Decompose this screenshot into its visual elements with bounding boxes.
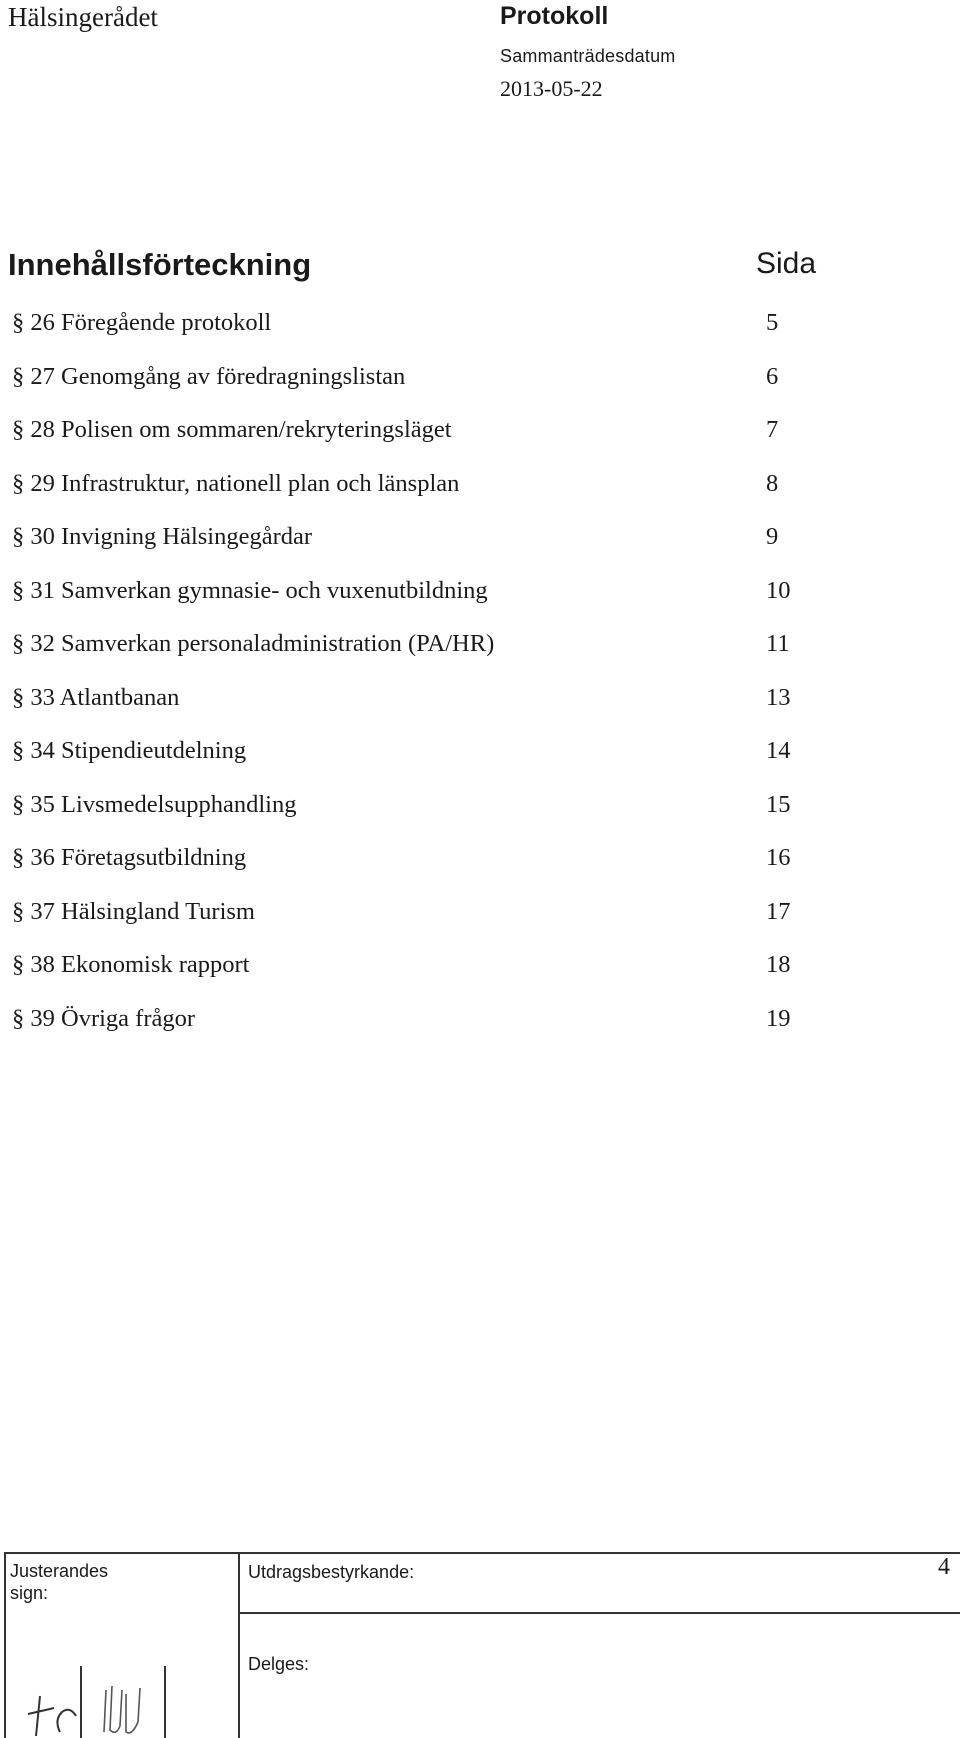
- signature-footer: [4, 1552, 960, 1738]
- toc-item-label: § 38 Ekonomisk rapport: [12, 951, 250, 978]
- toc-item: [12, 1005, 812, 1059]
- footer-divider: [4, 1552, 6, 1738]
- toc-item: [12, 898, 812, 952]
- toc-item-page: 16: [766, 844, 791, 871]
- toc-item-page: 14: [766, 737, 791, 764]
- toc-item-label: § 28 Polisen om sommaren/rekryteringsläget: [12, 416, 452, 443]
- toc-item: [12, 416, 812, 470]
- toc-item-label: § 27 Genomgång av föredragningslistan: [12, 362, 406, 390]
- toc-item-label: § 35 Livsmedelsupphandling: [12, 790, 297, 818]
- page-number: 4: [938, 1554, 950, 1580]
- toc-item-label: § 34 Stipendieutdelning: [12, 737, 247, 764]
- toc-item-label: § 26 Föregående protokoll: [12, 309, 272, 336]
- toc-item-label: § 29 Infrastruktur, nationell plan och länsplan: [12, 469, 460, 497]
- document-type: Protokoll: [500, 2, 609, 30]
- toc-item-page: 8: [766, 469, 779, 497]
- toc-item-page: 6: [766, 362, 779, 390]
- toc-item-page: 13: [766, 683, 791, 711]
- footer-divider: [238, 1612, 960, 1614]
- toc-item-page: 9: [766, 523, 779, 550]
- toc-item-page: 5: [766, 309, 779, 336]
- toc-item: [12, 363, 812, 417]
- toc-item: [12, 684, 812, 738]
- meeting-date: 2013-05-22: [500, 76, 603, 101]
- toc-list: [12, 309, 812, 1058]
- toc-item: [12, 951, 812, 1005]
- toc-item: [12, 844, 812, 898]
- page-column-label: Sida: [756, 247, 817, 280]
- footer-divider: [4, 1552, 960, 1554]
- toc-item: [12, 577, 812, 631]
- delivered-to-label: Delges:: [248, 1654, 310, 1674]
- toc-item-page: 19: [766, 1004, 791, 1032]
- toc-item: [12, 523, 812, 577]
- toc-item-label: § 31 Samverkan gymnasie- och vuxenutbildning: [12, 576, 488, 604]
- toc-item-label: § 33 Atlantbanan: [12, 683, 180, 711]
- toc-item-page: 7: [766, 416, 779, 443]
- toc-item-label: § 32 Samverkan personaladministration (PA/HR): [12, 630, 495, 657]
- toc-item: [12, 309, 812, 363]
- toc-item: [12, 737, 812, 791]
- toc-item-label: § 37 Hälsingland Turism: [12, 897, 255, 925]
- toc-item-label: § 30 Invigning Hälsingegårdar: [12, 523, 313, 550]
- toc-item: [12, 470, 812, 524]
- toc-item: [12, 630, 812, 684]
- meeting-date-label: Sammanträdesdatum: [500, 46, 676, 66]
- toc-item-page: 18: [766, 951, 791, 978]
- organization-name: Hälsingerådet: [8, 2, 158, 32]
- extract-certification-label: Utdragsbestyrkande:: [248, 1562, 415, 1582]
- toc-title: Innehållsförteckning: [8, 247, 312, 282]
- toc-item-page: 17: [766, 897, 791, 925]
- handwritten-signature: [14, 1650, 174, 1738]
- toc-item-label: § 36 Företagsutbildning: [12, 844, 247, 871]
- footer-divider: [238, 1552, 240, 1738]
- toc-item-page: 10: [766, 576, 791, 604]
- toc-item: [12, 791, 812, 845]
- toc-item-page: 15: [766, 790, 791, 818]
- toc-item-label: § 39 Övriga frågor: [12, 1004, 196, 1032]
- toc-item-page: 11: [766, 630, 790, 657]
- signer-label: Justerandes sign:: [10, 1561, 109, 1603]
